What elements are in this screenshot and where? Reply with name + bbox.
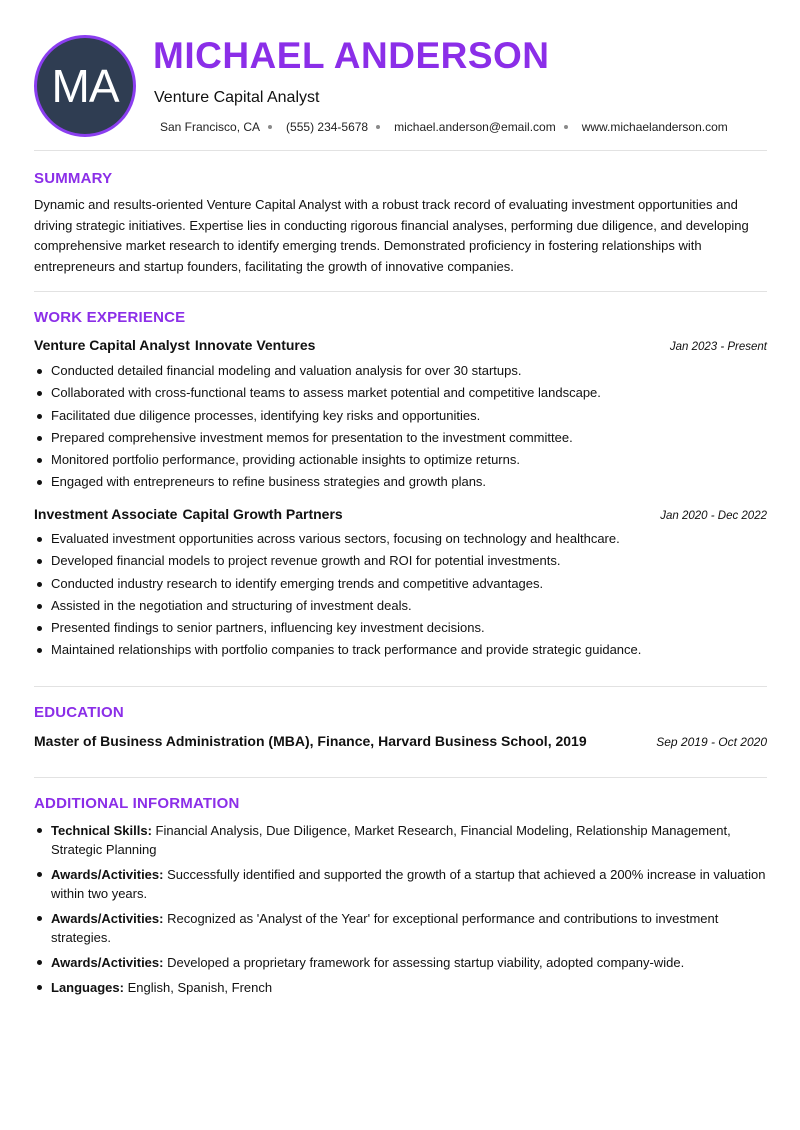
summary-text: Dynamic and results-oriented Venture Capital Analyst with a robust track record of evaluating investment opportunities and driving strategic initiatives. Expertise lies in conducting rigorous financial analyses, performing due diligence, and developing comprehensive market research to identify emerging trends. Demonstrated proficiency in fostering relationships with entrepreneurs and startup founders, facilitating the growth of innovative companies. [34,197,749,274]
education-entry [34,733,767,749]
education-dates: Sep 2019 - Oct 2020 [656,735,767,749]
section-divider [34,777,767,778]
job-header [34,337,767,353]
list-item [34,953,767,972]
info-label: Awards/Activities: [51,867,164,882]
info-text: Successfully identified and supported the growth of a startup that achieved a 200% increase in valuation within two years. [51,867,766,901]
education-heading: EDUCATION [34,704,124,721]
list-item [34,909,767,947]
separator-dot-icon [564,125,568,129]
list-item: Prepared comprehensive investment memos for presentation to the investment committee. [34,427,767,449]
list-item [34,865,767,903]
info-label: Awards/Activities: [51,911,164,926]
job-dates: Jan 2023 - Present [669,341,767,353]
list-item: Conducted industry research to identify emerging trends and competitive advantages. [34,573,767,595]
separator-dot-icon [268,125,272,129]
list-item [34,821,767,859]
job-bullet-list [34,360,767,494]
separator-dot-icon [376,125,380,129]
section-divider [34,291,767,292]
list-item: Monitored portfolio performance, providing actionable insights to optimize returns. [34,449,767,471]
list-item: Maintained relationships with portfolio companies to track performance and provide strategic guidance. [34,639,767,661]
candidate-name: MICHAEL ANDERSON [153,35,550,76]
contact-phone: (555) 234-5678 [286,120,369,134]
work-experience-heading: WORK EXPERIENCE [34,309,186,326]
education-degree: Master of Business Administration (MBA), Finance, Harvard Business School, 2019 [34,733,587,749]
job-company: Innovate Ventures [194,337,316,353]
info-text: Recognized as 'Analyst of the Year' for exceptional performance and contributions to investment strategies. [51,911,719,945]
info-text: Developed a proprietary framework for assessing startup viability, adopted company-wide. [167,955,685,970]
avatar [34,35,136,137]
list-item [34,978,767,997]
contact-website: www.michaelanderson.com [581,120,728,134]
contact-location: San Francisco, CA [160,120,261,134]
job-role-line [34,337,315,353]
job-dates: Jan 2020 - Dec 2022 [660,510,767,522]
list-item: Engaged with entrepreneurs to refine business strategies and growth plans. [34,471,767,493]
list-item: Evaluated investment opportunities across various sectors, focusing on technology and healthcare. [34,528,767,550]
job-role-line [34,506,343,522]
list-item: Presented findings to senior partners, influencing key investment decisions. [34,617,767,639]
summary-heading: SUMMARY [34,170,113,187]
list-item: Assisted in the negotiation and structuring of investment deals. [34,595,767,617]
section-divider [34,150,767,151]
contact-email: michael.anderson@email.com [394,120,556,134]
section-divider [34,686,767,687]
job-bullet-list [34,528,767,662]
job-header [34,506,767,522]
additional-info-heading: ADDITIONAL INFORMATION [34,795,240,812]
job-role: Venture Capital Analyst [34,337,190,353]
additional-info-list [34,821,767,1003]
info-text: Financial Analysis, Due Diligence, Market Research, Financial Modeling, Relationship Management, Strategic Planning [51,823,731,857]
list-item: Developed financial models to project revenue growth and ROI for potential investments. [34,550,767,572]
contact-bar [160,120,728,134]
info-text: English, Spanish, French [127,980,273,995]
info-label: Languages: [51,980,124,995]
avatar-initials: MA [51,60,119,112]
info-label: Awards/Activities: [51,955,164,970]
list-item: Facilitated due diligence processes, identifying key risks and opportunities. [34,405,767,427]
list-item: Collaborated with cross-functional teams to assess market potential and competitive landscape. [34,382,767,404]
list-item: Conducted detailed financial modeling and valuation analysis for over 30 startups. [34,360,767,382]
info-label: Technical Skills: [51,823,152,838]
job-role: Investment Associate [34,506,178,522]
job-company: Capital Growth Partners [182,506,343,522]
candidate-title: Venture Capital Analyst [154,89,320,106]
